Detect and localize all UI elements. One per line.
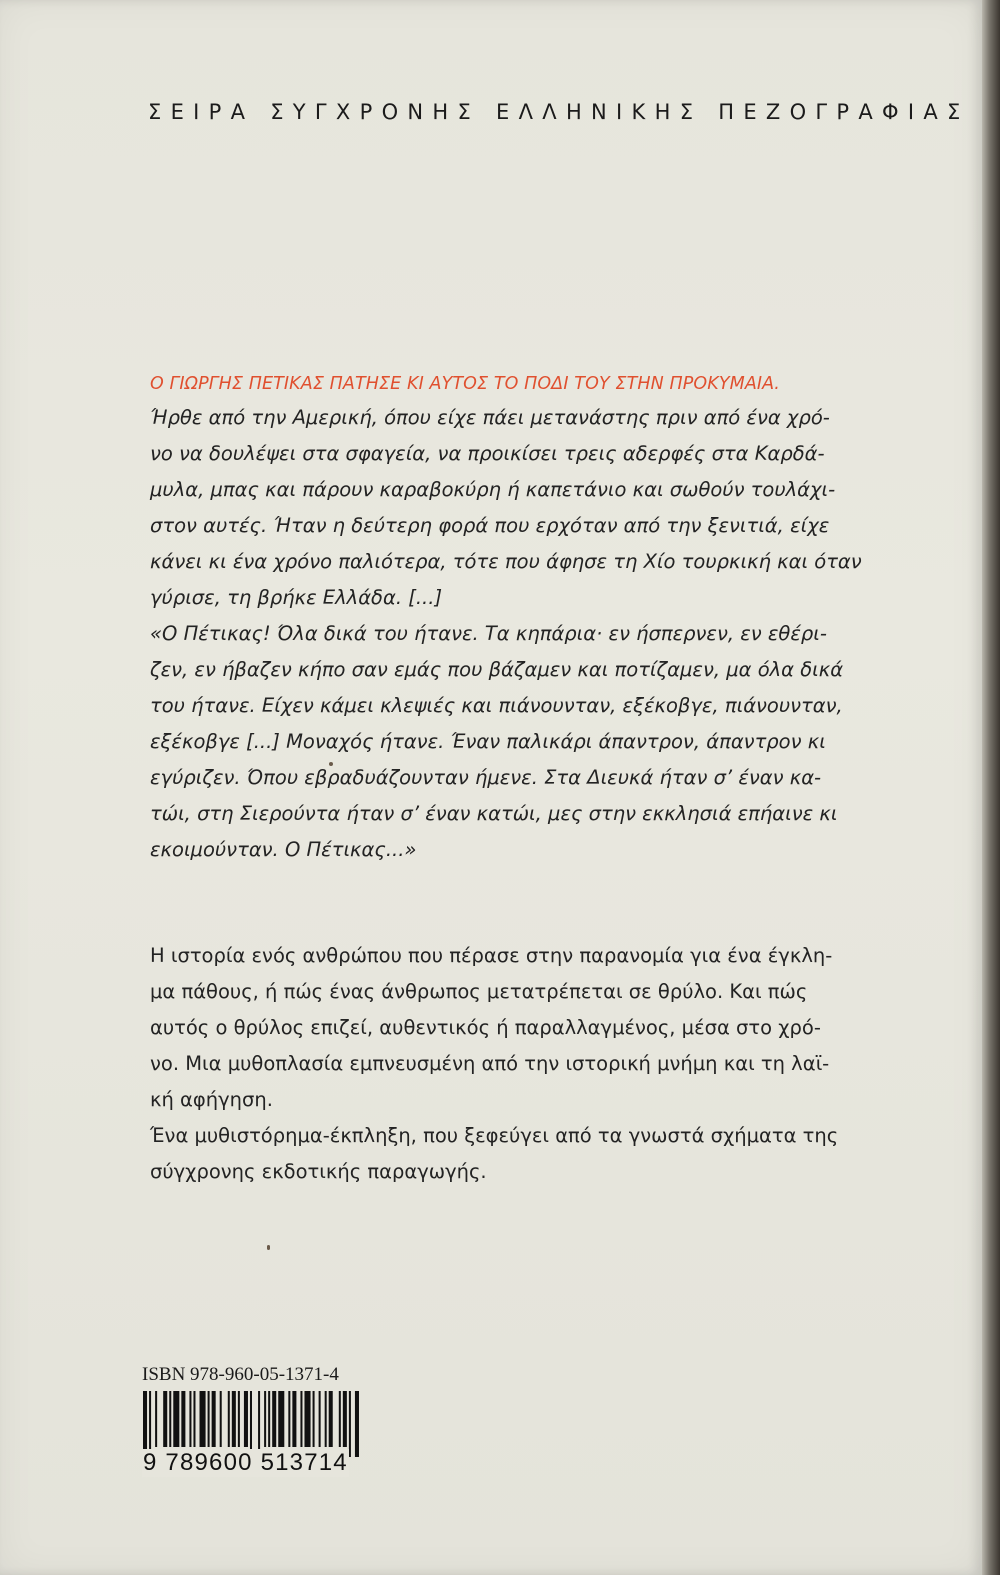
barcode-bar	[272, 1391, 276, 1447]
barcode-bar	[181, 1391, 185, 1447]
paper-speck	[267, 1245, 270, 1250]
barcode-bar	[288, 1391, 290, 1447]
barcode-bar	[189, 1391, 191, 1447]
barcode-bar	[200, 1391, 206, 1447]
excerpt-line: «Ο Πέτικας! Όλα δικά του ήτανε. Τα κηπάρια· εν ήσπερνεν, εν εθέρι-	[150, 622, 827, 645]
barcode-bar	[339, 1391, 341, 1447]
barcode-bar	[268, 1391, 270, 1447]
excerpt-line: εγύριζεν. Όπου εβραδυάζουνταν ήμενε. Στα Διευκά ήταν σ’ έναν κα-	[150, 766, 822, 789]
barcode-bar	[304, 1391, 310, 1447]
barcode-bar	[220, 1391, 222, 1447]
excerpt-line: στον αυτές. Ήταν η δεύτερη φορά που ερχόταν από την ξενιτιά, είχε	[150, 514, 830, 537]
excerpt-line: νο να δουλέψει στα σφαγεία, να προικίσει τρεις αδερφές στα Καρδά-	[150, 442, 825, 465]
excerpt-line: μυλα, μπας και πάρουν καραβοκύρη ή καπετάνιο και σωθούν τουλάχι-	[150, 478, 836, 501]
description-line: Η ιστορία ενός ανθρώπου που πέρασε στην παρανομία για ένα έγκλη-	[150, 944, 833, 967]
barcode-bar	[163, 1391, 167, 1447]
excerpt-line: κάνει κι ένα χρόνο παλιότερα, τότε που άφησε τη Χίο τουρκική και όταν	[150, 550, 862, 573]
barcode-digits: 9 789600 513714	[143, 1449, 348, 1476]
barcode-bar	[238, 1391, 240, 1447]
excerpt-line: του ήτανε. Είχεν κάμει κλεψιές και πιάνουνταν, εξέκοβγε, πιάνουνταν,	[150, 694, 843, 717]
excerpt-line: εξέκοβγε [...] Μοναχός ήτανε. Έναν παλικάρι άπαντρον, άπαντρον κι	[150, 730, 826, 753]
barcode-bar	[232, 1391, 236, 1447]
barcode-bar	[149, 1391, 151, 1457]
barcode-bar	[343, 1391, 347, 1447]
description-line: κή αφήγηση.	[150, 1088, 273, 1111]
barcode-bar	[193, 1391, 195, 1447]
excerpt-text	[150, 400, 862, 868]
excerpt-line: γύρισε, τη βρήκε Ελλάδα. [...]	[150, 586, 443, 609]
barcode	[143, 1391, 361, 1457]
description-line: νο. Μια μυθοπλασία εμπνευσμένη από την ιστορική μνήμη και τη λαϊ-	[150, 1052, 830, 1075]
excerpt-line: ζεν, εν ήβαζεν κήπο σαν εμάς που βάζαμεν και ποτίζαμεν, μα όλα δικά	[150, 658, 844, 681]
description-text	[150, 938, 846, 1190]
description-line: σύγχρονης εκδοτικής παραγωγής.	[150, 1160, 487, 1183]
barcode-bar	[319, 1391, 321, 1447]
barcode-bar	[313, 1391, 315, 1447]
excerpt-line: εκοιμούνταν. Ο Πέτικας...»	[150, 838, 417, 861]
barcode-bar	[292, 1391, 296, 1447]
barcode-bar	[349, 1391, 351, 1457]
barcode-bar	[212, 1391, 216, 1447]
paper-speck	[329, 762, 333, 766]
barcode-bar	[278, 1391, 284, 1447]
barcode-bar	[264, 1391, 266, 1447]
barcode-bar	[228, 1391, 230, 1447]
description-line: αυτός ο θρύλος επιζεί, αυθεντικός ή παραλλαγμένος, μέσα στο χρό-	[150, 1016, 821, 1039]
excerpt-line: τώι, στη Σιερούντα ήταν σ’ έναν κατώι, μες στην εκκλησιά επήαινε κι	[150, 802, 838, 825]
barcode-bar	[244, 1391, 248, 1447]
barcode-bar	[258, 1391, 260, 1457]
barcode-bar	[250, 1391, 252, 1457]
description-line: μα πάθους, ή πώς ένας άνθρωπος μετατρέπεται σε θρύλο. Και πώς	[150, 980, 808, 1003]
barcode-bar	[169, 1391, 171, 1447]
series-title: ΣΕΙΡΑ ΣΥΓΧΡΟΝΗΣ ΕΛΛΗΝΙΚΗΣ ΠΕΖΟΓΡΑΦΙΑΣ	[148, 100, 970, 124]
barcode-bar	[143, 1391, 147, 1457]
book-edge	[982, 0, 1000, 1575]
barcode-bar	[173, 1391, 179, 1447]
barcode-bar	[325, 1391, 327, 1447]
barcode-bar	[355, 1391, 359, 1457]
description-line: Ένα μυθιστόρημα-έκπληξη, που ξεφεύγει από τα γνωστά σχήματα της	[150, 1124, 839, 1147]
barcode-bar	[300, 1391, 302, 1447]
barcode-bar	[208, 1391, 210, 1447]
barcode-bar	[155, 1391, 157, 1447]
excerpt-line: Ήρθε από την Αμερική, όπου είχε πάει μετανάστης πριν από ένα χρό-	[150, 406, 830, 429]
excerpt-headline: Ο ΓΙΩΡΓΗΣ ΠΕΤΙΚΑΣ ΠΑΤΗΣΕ ΚΙ ΑΥΤΟΣ ΤΟ ΠΟΔΙ ΤΟΥ ΣΤΗΝ ΠΡΟΚΥΜΑΙΑ.	[150, 374, 780, 394]
barcode-bar	[329, 1391, 333, 1447]
isbn-label: ISBN 978-960-05-1371-4	[142, 1364, 339, 1385]
